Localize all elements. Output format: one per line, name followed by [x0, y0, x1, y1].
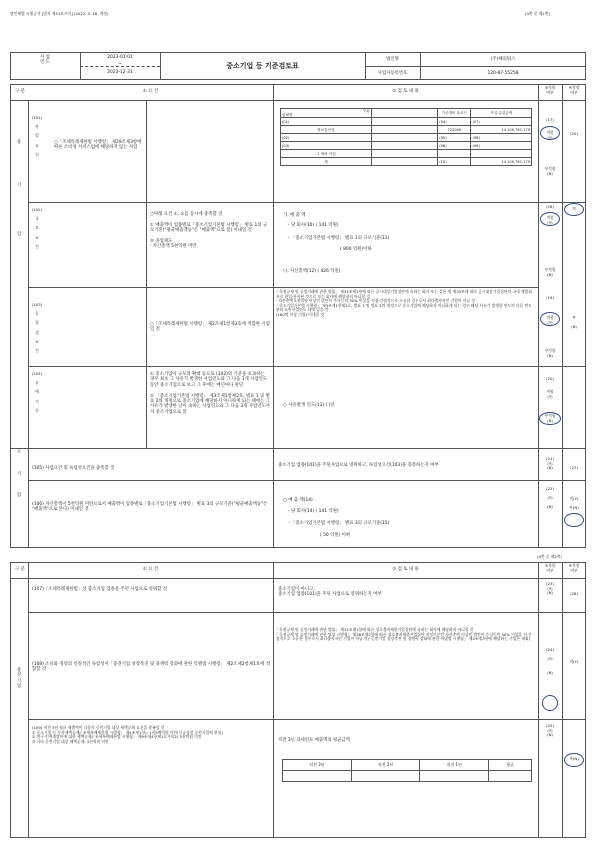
- r104-req: ① 중소기업이 규모의 확대 등으로 (102)의 기준을 초과하는 경우 최초 그 사유가 발생한 사업연도와 그 다음 3개 사업연도 동안 중소기업으로 보고 그 후에는 매년마다 판단 ② 「중소기업기본법 시행령」 제3조제1항제2호, 별표 1 및 별표 2의 개정으로 중소기업에 해당하지 아니하게 되는 때에는 그 사유가 발생한 날이 속하는 사업연도와 그 다음 3개 사업연도까지 중소기업으로 봄: [150, 372, 270, 415]
- biz-r1-name: 정보통신업: [281, 126, 372, 134]
- r102-rev-a: 가. 매 출 액: [283, 213, 306, 218]
- biz-total-label: 계: [281, 158, 372, 166]
- r101-fit-y: 적합 (Y): [546, 130, 554, 140]
- r106-rev3: - 「중소기업기본법 시행령」 별표 3의 규모기준(15): [288, 521, 390, 526]
- r108-req: (108) 소유와 경영의 실질적인 독립성이「중견기업 성장촉진 및 경쟁력 강화에 관한 특별법 시행령」 제2조제2항제1호에 적합할 것: [32, 662, 270, 673]
- year-3-header: 직전 3년: [283, 760, 352, 771]
- fit-check-circle: [540, 312, 560, 326]
- r103-rev: ·「독점규제 및 공정거래에 관한 법률」 제31조제1항에 따른 공시대상기업집단에 속하는 회사 또는 같은 법 제33조에 따라 공시대상기업집단의 국내 계열회사로 편입·통지된 것으로 보는 회사에 해당하지 아니할 것 · 자산총액 5천억원 이상인 법인이 주식등의 30% 이상을 직접·간접적으로 소유한 경우로서 최다출자자인 기업이 아닐 것 ·「중소기업기본법 시행령」 제3조제1항제2호, 별표 1 및 별표 2의 개정으로 중소기업에 해당하지 아니하게 되는 경우 해당 사유가 발생한 연도의 다음 연도부터 3개 사업연도 내에 있을 것 (180억 이상 기업) 이내일 것: [276, 289, 532, 317]
- p2-col-review: ② 검 토 내 용: [392, 567, 419, 572]
- fit-check-circle: [540, 212, 560, 226]
- col-applied: ④적정 여부: [568, 85, 580, 95]
- r103-fit-n: 부적합 (N): [544, 348, 556, 358]
- col-fit: ③적합 여부: [544, 85, 556, 95]
- biz-r3-code-no: (06): [438, 142, 471, 150]
- col-requirement: ① 요 건: [142, 89, 159, 94]
- form-caption: 법인세법 시행규칙 [별지 제51호서식] (2022. 3. 18. 개정): [10, 11, 109, 16]
- applied-check-circle: [564, 513, 584, 527]
- p2-col-fit: ③적합 여부: [544, 563, 556, 573]
- avg-header: 평균: [489, 760, 532, 771]
- r101-fit-n: 부적합 (N): [544, 166, 556, 176]
- applied-check-circle: [564, 753, 584, 767]
- r104-fit-n: 부적합 (N): [544, 413, 556, 423]
- r101-req: ○「조세특례제한법 시행령」 제29조제3항에 따른 소비성 서비스업에 해당하지 않는 사업: [54, 140, 142, 151]
- r106-applied: 적(Y) 부(N): [569, 496, 579, 511]
- p2-section-label: 중 견 기 업: [16, 668, 22, 690]
- r102-code: (102) 규 모 요 건: [31, 207, 43, 249]
- r109-applied: 부(N): [569, 756, 579, 761]
- page2-caption: (4쪽 중 제2쪽): [537, 554, 562, 559]
- r107-req: (107)「조세특례제한법」상 중소기업 업종을 주된 사업으로 영위할 것: [32, 587, 167, 592]
- r105-req: (105) 사업요건 및 독립성요건을 충족할 것: [32, 466, 115, 471]
- r104-fit-top: (20): [546, 376, 554, 381]
- r103-fit-top: (19): [546, 295, 554, 300]
- biz-r1-amt-no: (07): [471, 118, 532, 126]
- r102-rev-a2: - 「중소기업기본법 시행령」 별표 1의 규모기준(11): [288, 236, 390, 241]
- period-end: 2023-12-31: [107, 70, 133, 75]
- biz-head-code: 기준경비 율코드: [438, 109, 471, 118]
- bizno: 120-87-55258: [487, 71, 519, 76]
- fit-check-circle: [542, 695, 558, 711]
- r102-rev-a1: - 당 회사(10) ( 141 억원): [288, 223, 339, 228]
- r101-applied: (20): [570, 131, 578, 136]
- r107-fit: (23) (Y) (N): [546, 581, 554, 596]
- r102-fit-n: 부적합 (N): [544, 267, 556, 277]
- r109-fit: (25) (Y) (N): [546, 723, 554, 738]
- applied-check-circle: [564, 203, 584, 216]
- r103-req: ○「조세특례제한법 시행령」 제2조제1항제3호에 적합한 기업일 것: [150, 322, 270, 333]
- year-label: 사 업 연 도: [40, 55, 50, 66]
- r107-applied: (28): [570, 591, 578, 596]
- r102-fit-y: 적합 (Y): [546, 215, 554, 225]
- page-title: 중소기업 등 기준검토표: [226, 62, 299, 70]
- period-start: 2023-01-01: [107, 55, 133, 60]
- fit-check-circle: [540, 126, 560, 140]
- avg-sales-table: [282, 759, 532, 782]
- r102-rev-a3: ( 800 억원)이하: [340, 247, 372, 252]
- r101-code: (101) 사 업 요 건: [31, 115, 43, 157]
- biz-total-amt: 14,109,761,179: [471, 158, 532, 166]
- r108-applied: 적(Y): [569, 659, 579, 664]
- biz-r1-code-no: (04): [438, 118, 471, 126]
- r102-fit-top: (18): [546, 204, 554, 209]
- section-small-label: 소 기 업: [16, 450, 22, 499]
- r104-fit-y: 적합 (Y): [546, 389, 554, 399]
- r105-applied: (27): [570, 465, 578, 470]
- r107-rev: 중소기업이 아니고, 중소기업 업종(101)을 주된 사업으로 영위하는지 여부: [278, 587, 382, 598]
- period-tilde: ~: [118, 62, 122, 67]
- r106-rev1: ○ 매 출 액(14): [283, 498, 313, 503]
- biz-r2-no: (02): [281, 134, 372, 142]
- biz-head-amount: 사업 수입금액: [471, 109, 532, 118]
- p2-col-requirement: ① 요 건: [142, 567, 159, 572]
- r106-rev2: - 당 회사(14) ( 141 억원): [288, 509, 339, 514]
- bizno-label: 사업자등록번호: [377, 71, 408, 76]
- corp-name: (주)해피워스: [490, 57, 516, 62]
- r102-req: ○아래 요건 ①, ②를 동시에 충족할 것 ① 매출액이 업종별로「중소기업기본법 시행령」 별표 1의 규모기준("평균매출액등"은 "매출액"으로 봄) 이내일 것 ② 졸업제도 · 자산총액 5천억원 미만: [150, 212, 268, 250]
- col-division: 구 분: [15, 89, 25, 94]
- r103-code: (103) 독 립 성 요 건: [31, 302, 43, 353]
- page-caption: (4쪽 중 제1쪽): [525, 11, 550, 16]
- r104-code: (104) 유 예 기 간: [31, 371, 43, 413]
- biz-r1-code: 722000: [438, 126, 471, 134]
- r106-req: (106) 자산총액이 5천억원 미만으로서 매출액이 업종별로「중소기업기본법 시행령」 별표 3의 규모기준("평균매출액등"은 "매출액"으로 본다) 이내일 것: [32, 502, 268, 513]
- r103-fit-y: 적합 (Y): [546, 315, 554, 325]
- biz-r1-no: (01): [281, 118, 372, 126]
- r106-fit: (22) (Y) (N): [546, 486, 554, 510]
- r106-rev4: ( 50 억원) 이하: [320, 533, 351, 538]
- biz-r1-amt: 14,109,761,179: [471, 126, 532, 134]
- biz-total-no: (10): [438, 158, 471, 166]
- col-review: ② 검 토 내 용: [392, 89, 419, 94]
- r109-req: (109) 직전 3년 평균 매출액이 다음의 중견기업 대상 세액공제 요건을 충족할 것 ① 중소기업 등 투자세액공제(「조세특례제한법 시행령」 제4조제1항): 1천5백억원 미만(신규상장 중견기업에 한함) ② 연구·인력개발비에 대한 세액공제(「조세특례제한법 시행령」 제9조제4항제1호가목2) 5천억원 미만 ③ 기타 중견기업 대상 세액공제: 3천억원 미만: [32, 725, 223, 744]
- corp-name-label: 법인명: [386, 57, 399, 62]
- r102-rev-b: 나. 자산총액(12) ( 426 억원): [283, 269, 341, 274]
- r105-rev: 중소기업 업종(101)을 주된사업으로 영위하고, 독립성요건(103)을 충족하는지 여부: [278, 463, 439, 468]
- year-2-header: 직전 2년: [351, 760, 420, 771]
- midsize-table: [10, 562, 586, 838]
- r101-fit-top: (17): [546, 117, 554, 122]
- fit-check-circle: [539, 412, 561, 425]
- r108-rev: ·「독점규제 및 공정거래에 관한 법률」 제31조제1항에 따른 상호출자제한기업집단에 속하는 회사에 해당하지 아니할 것 ·「독점규제 및 공정거래에 관한 법률 시행령」 제38조제2항에 따른 상호출자제한기업집단 지정기준인 자산총액 이상인 법인이 주식등의 30% 이상을 직·간접적으로 소유한 경우로서 최다출자자인 기업이 아닐 것(「중견기업 성장촉진 및 경쟁력 강화에 관한 특별법 시행령」 제2조제3항에 해당하는 기업은 제외): [276, 627, 532, 642]
- r109-rev: 직전 3년 과세연도 매출액의 평균금액: [278, 738, 350, 743]
- biz-r3-name: 그 밖의 사업: [281, 150, 372, 158]
- biz-head-diagonal: 구분 업태별: [282, 109, 370, 118]
- year-1-header: 직전 1년: [420, 760, 489, 771]
- section-main-label: 중 기 업: [16, 140, 22, 237]
- p2-col-applied: ④적정 여부: [568, 563, 580, 573]
- biz-r2-code-no: (05): [438, 134, 471, 142]
- business-type-table: [280, 108, 532, 166]
- biz-r3-amt-no: (09): [471, 142, 532, 150]
- r103-applied: 부 (N): [571, 315, 577, 330]
- p2-col-division: 구 분: [15, 567, 25, 572]
- r104-rev: ○ 사유발생 연도(13) ( )년: [283, 403, 335, 408]
- biz-r2-amt-no: (08): [471, 134, 532, 142]
- r108-fit: (24) (Y) (N): [546, 647, 554, 675]
- r102-applied: 적: [572, 206, 576, 211]
- r105-fit: (21) (Y) (N): [546, 456, 554, 471]
- biz-r3-no: (03): [281, 142, 372, 150]
